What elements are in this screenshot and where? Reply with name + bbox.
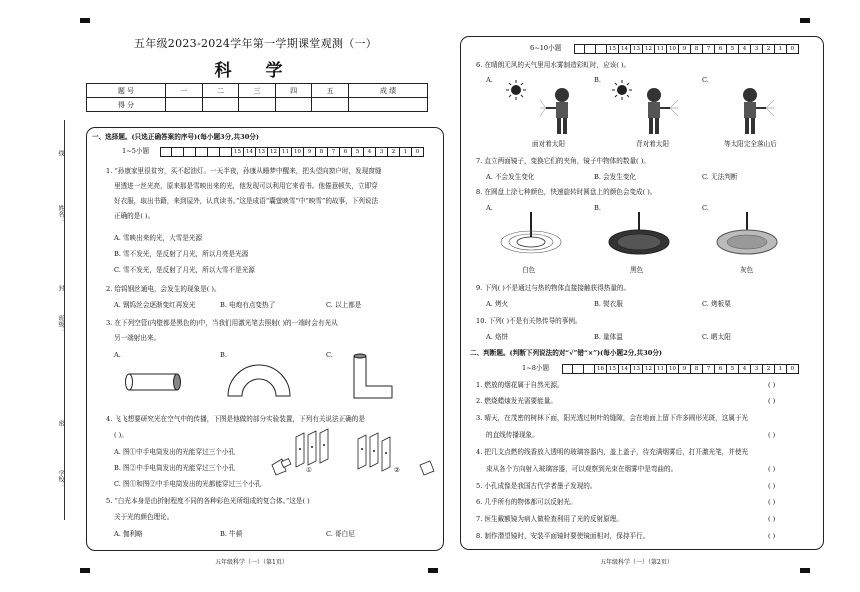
score-cell[interactable] xyxy=(202,98,239,112)
score-cell[interactable]: 13 xyxy=(256,147,268,157)
score-cell[interactable]: 13 xyxy=(631,364,643,374)
blank-cell[interactable] xyxy=(596,44,607,54)
score-cell[interactable]: 3 xyxy=(376,147,388,157)
q6-caption: 面对着太阳 xyxy=(532,140,565,148)
boy-spraying-figure xyxy=(540,86,580,138)
answer-blank[interactable]: ( ) xyxy=(768,465,776,473)
sun-icon xyxy=(506,80,526,100)
judge-item: 4. 把几支点燃的线香放入透明的玻璃容器内，盖上盖子，待充满烟雾后，打开激光笔，并使光 xyxy=(476,448,749,456)
score-cell[interactable]: 0 xyxy=(412,147,424,157)
score-cell[interactable]: 8 xyxy=(691,44,703,54)
score-cell[interactable]: 4 xyxy=(739,44,751,54)
spinning-disk-black xyxy=(606,210,672,260)
score-cell[interactable]: 7 xyxy=(703,44,715,54)
q6-caption: 等太阳完全落山后 xyxy=(724,140,777,148)
registration-mark xyxy=(80,18,90,23)
q8-caption: 灰色 xyxy=(740,266,754,274)
score-cell[interactable]: 3 xyxy=(751,364,763,374)
score-cell[interactable]: 5 xyxy=(727,364,739,374)
q1-option[interactable]: B. 雪不发光，是反射了月光，所以月亮是光源 xyxy=(114,250,249,258)
q6-option-label[interactable]: B. xyxy=(594,76,601,84)
sidebar-line-label: 线 xyxy=(57,150,64,156)
q2-text: 2. 给钨钢丝通电，会发生的现象是( )。 xyxy=(106,285,221,293)
q3-line: 另一端射出来。 xyxy=(114,334,161,342)
q1-line: 里透进一丝光亮，原来那是雪映出来的光，他发现可以利用它来看书。他倦意顿失，立即穿 xyxy=(114,182,378,190)
judge-item: 1. 燃放的烟花属于自然光源。 xyxy=(476,381,564,389)
q5-option[interactable]: A. 伽利略 xyxy=(114,530,143,538)
q3-option-label[interactable]: C. xyxy=(326,351,333,359)
score-cell[interactable]: 5 xyxy=(352,147,364,157)
answer-row-label: 1~5小题 xyxy=(122,147,150,155)
score-cell[interactable]: 6 xyxy=(715,364,727,374)
answer-blank[interactable]: ( ) xyxy=(768,397,776,405)
blank-cell[interactable] xyxy=(562,364,573,374)
q3-line: 3. 在下列空管(内壁都是黑色的)中，当我们用激光笔去照射( )的一端时会有光从 xyxy=(106,319,338,327)
score-cell[interactable]: 1 xyxy=(775,44,787,54)
q9-option[interactable]: B. 熨衣服 xyxy=(594,300,623,308)
score-cell[interactable]: 14 xyxy=(619,44,631,54)
answer-row-1-8 xyxy=(562,364,799,374)
judge-item: 5. 小孔成像是我国古代学者墨子发现的。 xyxy=(476,482,597,490)
score-cell[interactable] xyxy=(312,98,349,112)
q10-option[interactable]: B. 量体温 xyxy=(594,333,623,341)
score-cell[interactable]: 11 xyxy=(280,147,292,157)
judge-item: 8. 制作潜望镜时，安装平面镜时要使镜面相对，保持平行。 xyxy=(476,532,650,540)
score-cell[interactable]: 14 xyxy=(619,364,631,374)
score-cell[interactable]: 2 xyxy=(763,44,775,54)
score-cell[interactable]: 16 xyxy=(595,364,607,374)
figure-label-1: ① xyxy=(306,466,312,474)
score-row-label: 得 分 xyxy=(87,98,166,112)
answer-blank[interactable]: ( ) xyxy=(768,498,776,506)
q1-option[interactable]: C. 雪不发光，是反射了月光，所以大雪不是光源 xyxy=(114,266,255,274)
q6-caption: 背对着太阳 xyxy=(636,140,669,148)
q8-option-label[interactable]: B. xyxy=(594,204,601,212)
registration-mark xyxy=(428,568,438,573)
score-cell[interactable] xyxy=(275,98,312,112)
blank-cell[interactable] xyxy=(584,364,595,374)
score-cell[interactable]: 12 xyxy=(268,147,280,157)
sidebar-school-label: 学校： xyxy=(57,470,64,488)
q8-text: 8. 在圆盘上涂七种颜色，快速旋转时圆盘上的颜色会变成( )。 xyxy=(476,188,657,196)
q7-text: 7. 直立两面镜子，变换它们的夹角，镜子中物体的数量( )。 xyxy=(476,157,650,165)
q7-option[interactable]: B. 会发生变化 xyxy=(594,173,637,181)
q2-option[interactable]: B. 电炮有点变热了 xyxy=(220,301,276,309)
judge-item: 2. 燃烧蜡烛发光需要能量。 xyxy=(476,397,557,405)
page1-footer: 五年级科学（一）（第1页） xyxy=(215,559,288,566)
q2-option[interactable]: A. 钢钨丝会逐渐变红再发光 xyxy=(114,301,196,309)
q6-option-label[interactable]: A. xyxy=(486,76,493,84)
spinning-disk-white xyxy=(498,210,564,260)
judge-item: 6. 几乎所有的物体都可以反射光。 xyxy=(476,498,577,506)
q10-option[interactable]: A. 烙饼 xyxy=(486,333,509,341)
answer-row-1-5 xyxy=(160,147,424,157)
q3-option-label[interactable]: A. xyxy=(114,351,121,359)
l-tube-figure xyxy=(350,352,396,402)
score-cell[interactable]: 6 xyxy=(715,44,727,54)
q6-text: 6. 在晴朗无风的天气里用水雾制造彩虹时，应该( )。 xyxy=(476,61,631,69)
q4-experiment-figure xyxy=(270,427,440,477)
score-cell[interactable]: 0 xyxy=(787,364,799,374)
score-cell[interactable]: 7 xyxy=(328,147,340,157)
score-cell[interactable]: 3 xyxy=(751,44,763,54)
q6-option-label[interactable]: C. xyxy=(702,76,709,84)
score-cell[interactable]: 10 xyxy=(292,147,304,157)
blank-cell[interactable] xyxy=(208,147,220,157)
score-cell[interactable] xyxy=(349,98,428,112)
arch-tube-figure xyxy=(224,356,294,400)
blank-cell[interactable] xyxy=(573,364,584,374)
q10-text: 10. 下列( )不是有关热传导的事例。 xyxy=(476,317,582,325)
q8-caption: 黑色 xyxy=(630,266,644,274)
q4-option[interactable]: B. 图②中手电筒发出的光能穿过三个小孔 xyxy=(114,464,236,472)
q1-option[interactable]: A. 雪映出来的光，大雪是光源 xyxy=(114,234,203,242)
section2-title: 二、判断题。(判断下列说法的对“√”错“×”)(每小题2分,共30分) xyxy=(470,349,663,357)
score-cell[interactable]: 12 xyxy=(643,44,655,54)
sun-icon xyxy=(612,80,632,100)
q5-line: 5. “白光本身是由折射程度不同的各种彩色光所组成的复合体。”这是( ) xyxy=(106,497,310,505)
page2-footer: 五年级科学（一）（第2页） xyxy=(600,559,673,566)
blank-cell[interactable] xyxy=(585,44,596,54)
blank-cell[interactable] xyxy=(574,44,585,54)
score-cell[interactable]: 7 xyxy=(703,364,715,374)
q4-line: ( )。 xyxy=(114,431,128,439)
score-cell[interactable] xyxy=(239,98,276,112)
blank-cell[interactable] xyxy=(184,147,196,157)
q8-caption: 白色 xyxy=(522,266,536,274)
score-cell[interactable]: 15 xyxy=(607,44,619,54)
sidebar-class-label: 班级： xyxy=(57,315,64,333)
registration-mark xyxy=(800,568,810,573)
answer-row-label: 6~10小题 xyxy=(530,44,562,52)
section1-title: 一、选择题。(只选正确答案的序号)(每小题3分,共30分) xyxy=(92,133,260,141)
q9-option[interactable]: C. 烤板栗 xyxy=(702,300,731,308)
registration-mark xyxy=(800,18,810,23)
answer-row-6-10 xyxy=(574,44,799,54)
score-cell[interactable]: 11 xyxy=(655,364,667,374)
judge-item: 的直线传播现象。 xyxy=(486,431,539,439)
blank-cell[interactable] xyxy=(172,147,184,157)
score-cell[interactable]: 1 xyxy=(775,364,787,374)
score-cell[interactable]: 15 xyxy=(232,147,244,157)
straight-tube-figure xyxy=(125,368,185,398)
judge-item: 7. 医生戴额镜为病人做检查利用了光的反射原理。 xyxy=(476,515,623,523)
score-header-cell: 成 绩 xyxy=(349,84,428,98)
judge-item: 3. 晴天，在茂密的树林下面，阳光透过树叶的缝隙，会在地面上留下许多圆形光斑，这属于光 xyxy=(476,414,749,422)
score-cell[interactable]: 10 xyxy=(667,44,679,54)
answer-blank[interactable]: ( ) xyxy=(768,482,776,490)
q7-option[interactable]: A. 不会发生变化 xyxy=(486,173,535,181)
score-cell[interactable]: 8 xyxy=(316,147,328,157)
score-header-cell: 二 xyxy=(202,84,239,98)
spinning-disk-gray xyxy=(714,210,780,260)
score-cell[interactable]: 2 xyxy=(388,147,400,157)
blank-cell[interactable] xyxy=(196,147,208,157)
registration-mark xyxy=(80,568,90,573)
score-cell[interactable]: 10 xyxy=(667,364,679,374)
q5-option[interactable]: C. 哥白尼 xyxy=(326,530,355,538)
q5-line: 关于光的颜色理论。 xyxy=(114,513,174,521)
subject-title: 科 学 xyxy=(214,61,297,81)
q2-option[interactable]: C. 以上都是 xyxy=(326,301,362,309)
page-title: 五年级2023-2024学年第一学期课堂观测（一） xyxy=(133,37,378,50)
answer-blank[interactable]: ( ) xyxy=(768,431,776,439)
score-cell[interactable]: 9 xyxy=(679,44,691,54)
score-cell[interactable]: 11 xyxy=(655,44,667,54)
score-cell[interactable]: 8 xyxy=(691,364,703,374)
q7-option[interactable]: C. 无法判断 xyxy=(702,173,738,181)
boy-spraying-figure xyxy=(640,86,680,138)
sidebar-name-label: 姓名： xyxy=(57,205,64,223)
sidebar-seal-label: 封 xyxy=(57,285,64,291)
answer-blank[interactable]: ( ) xyxy=(768,532,776,540)
score-header-cell: 一 xyxy=(165,84,202,98)
q1-line: 1. “孙康家里很贫穷，买不起油灯。一天半夜，孙康从睡梦中醒来，把头望向窗户时，发现窗缝 xyxy=(106,167,382,175)
score-table xyxy=(86,83,428,112)
q3-option-label[interactable]: B. xyxy=(220,351,227,359)
score-cell[interactable]: 5 xyxy=(727,44,739,54)
score-header-cell: 三 xyxy=(239,84,276,98)
score-cell[interactable]: 14 xyxy=(244,147,256,157)
q4-option[interactable]: C. 图①和图②中手电筒发出的光都能穿过三个小孔 xyxy=(114,480,262,488)
q8-option-label[interactable]: A. xyxy=(486,204,493,212)
score-header-cell: 五 xyxy=(312,84,349,98)
q5-option[interactable]: B. 牛顿 xyxy=(220,530,243,538)
q1-line: 正确的是( )。 xyxy=(114,212,155,220)
score-header-cell: 四 xyxy=(275,84,312,98)
score-cell[interactable]: 1 xyxy=(400,147,412,157)
score-cell[interactable]: 15 xyxy=(607,364,619,374)
q8-option-label[interactable]: C. xyxy=(702,204,709,212)
score-cell[interactable]: 6 xyxy=(340,147,352,157)
score-cell[interactable]: 0 xyxy=(787,44,799,54)
score-cell[interactable]: 12 xyxy=(643,364,655,374)
answer-blank[interactable]: ( ) xyxy=(768,381,776,389)
q9-option[interactable]: A. 烤火 xyxy=(486,300,509,308)
score-cell[interactable] xyxy=(165,98,202,112)
score-cell[interactable]: 13 xyxy=(631,44,643,54)
answer-row-label: 1~8小题 xyxy=(522,364,550,372)
q1-line: 好衣服，取出书籍，来到屋外，认真读书。”这是成语“囊萤映雪”中“映雪”的故事，下列说法 xyxy=(114,197,379,205)
score-cell[interactable]: 2 xyxy=(763,364,775,374)
score-cell[interactable]: 4 xyxy=(364,147,376,157)
score-cell[interactable]: 4 xyxy=(739,364,751,374)
q10-option[interactable]: C. 晒太阳 xyxy=(702,333,731,341)
answer-blank[interactable]: ( ) xyxy=(768,515,776,523)
q4-option[interactable]: A. 图①中手电筒发出的光能穿过三个小孔 xyxy=(114,448,236,456)
score-cell[interactable]: 9 xyxy=(679,364,691,374)
blank-cell[interactable] xyxy=(220,147,232,157)
sidebar-dense-label: 密 xyxy=(57,420,64,426)
score-cell[interactable]: 9 xyxy=(304,147,316,157)
judge-item: 束从各个方向射入玻璃容器，可以观察到光束在烟雾中是弯曲的。 xyxy=(486,465,678,473)
q9-text: 9. 下列( )不是通过与热的物体直接接触获得热量的。 xyxy=(476,284,631,292)
blank-cell[interactable] xyxy=(160,147,172,157)
boy-spraying-figure xyxy=(736,86,776,138)
figure-label-2: ② xyxy=(394,466,400,474)
score-header-cell: 题 号 xyxy=(87,84,166,98)
q4-line: 4. 飞飞想要研究光在空气中的传播，下图是他做的部分实验装置，下列有关说法正确的是 xyxy=(106,415,365,423)
